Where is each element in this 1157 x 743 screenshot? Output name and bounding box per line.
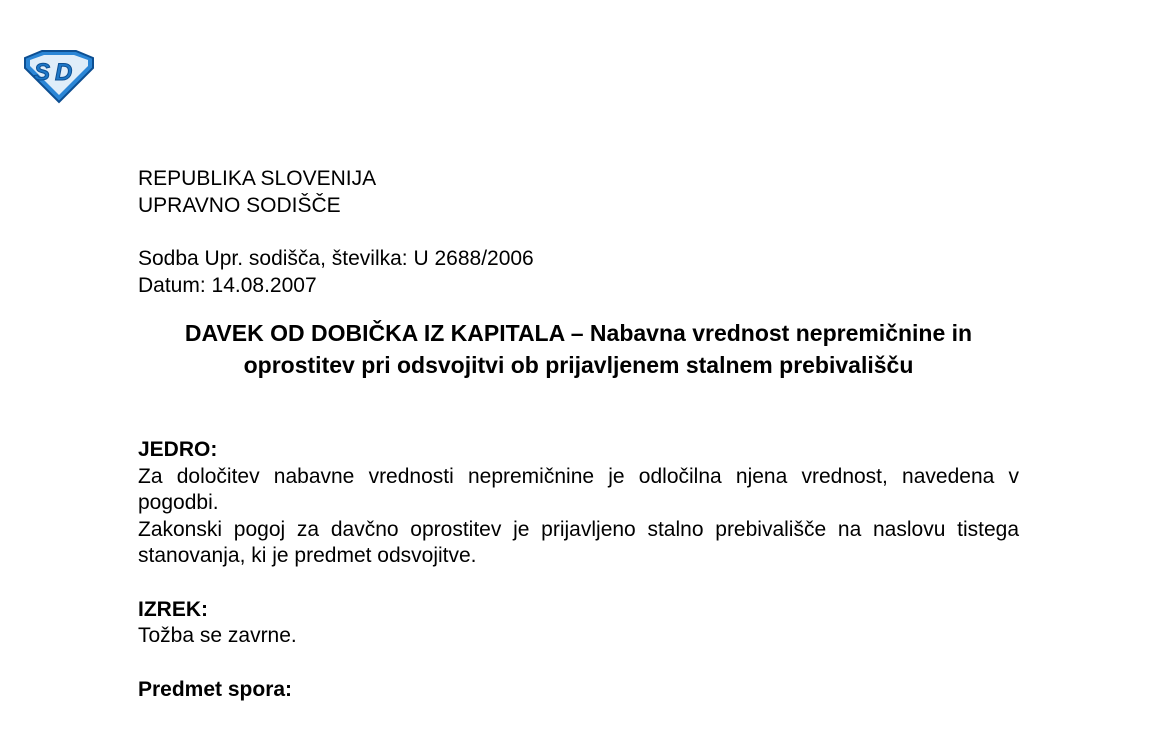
case-date: Datum: 14.08.2007 xyxy=(138,273,317,297)
case-number: Sodba Upr. sodišča, številka: U 2688/2006 xyxy=(138,247,534,270)
jedro-heading: JEDRO: xyxy=(138,438,218,461)
document-title: DAVEK OD DOBIČKA IZ KAPITALA – Nabavna vrednost nepremičnine in oprostitev pri odsvojitvi ob prijavljenem stalnem prebivališču xyxy=(184,320,973,378)
court-logo-icon xyxy=(22,48,96,104)
svg-text:D: D xyxy=(55,59,73,86)
izrek-heading: IZREK: xyxy=(138,597,208,621)
svg-text:S: S xyxy=(34,59,51,86)
izrek-text: Tožba se zavrne. xyxy=(138,624,297,647)
jedro-paragraph-1: Za določitev nabavne vrednosti nepremičnine je odločilna njena vrednost, navedena v pogodbi. xyxy=(138,464,1019,514)
jedro-paragraph-2: Zakonski pogoj za davčno oprostitev je prijavljeno stalno prebivališče na naslovu tistega stanovanja, ki je predmet odsvojitve. xyxy=(138,517,1019,567)
country-name: REPUBLIKA SLOVENIJA xyxy=(138,167,377,190)
predmet-spora-heading: Predmet spora: xyxy=(138,677,293,701)
document-page xyxy=(138,166,1019,703)
court-name: UPRAVNO SODIŠČE xyxy=(138,193,341,217)
